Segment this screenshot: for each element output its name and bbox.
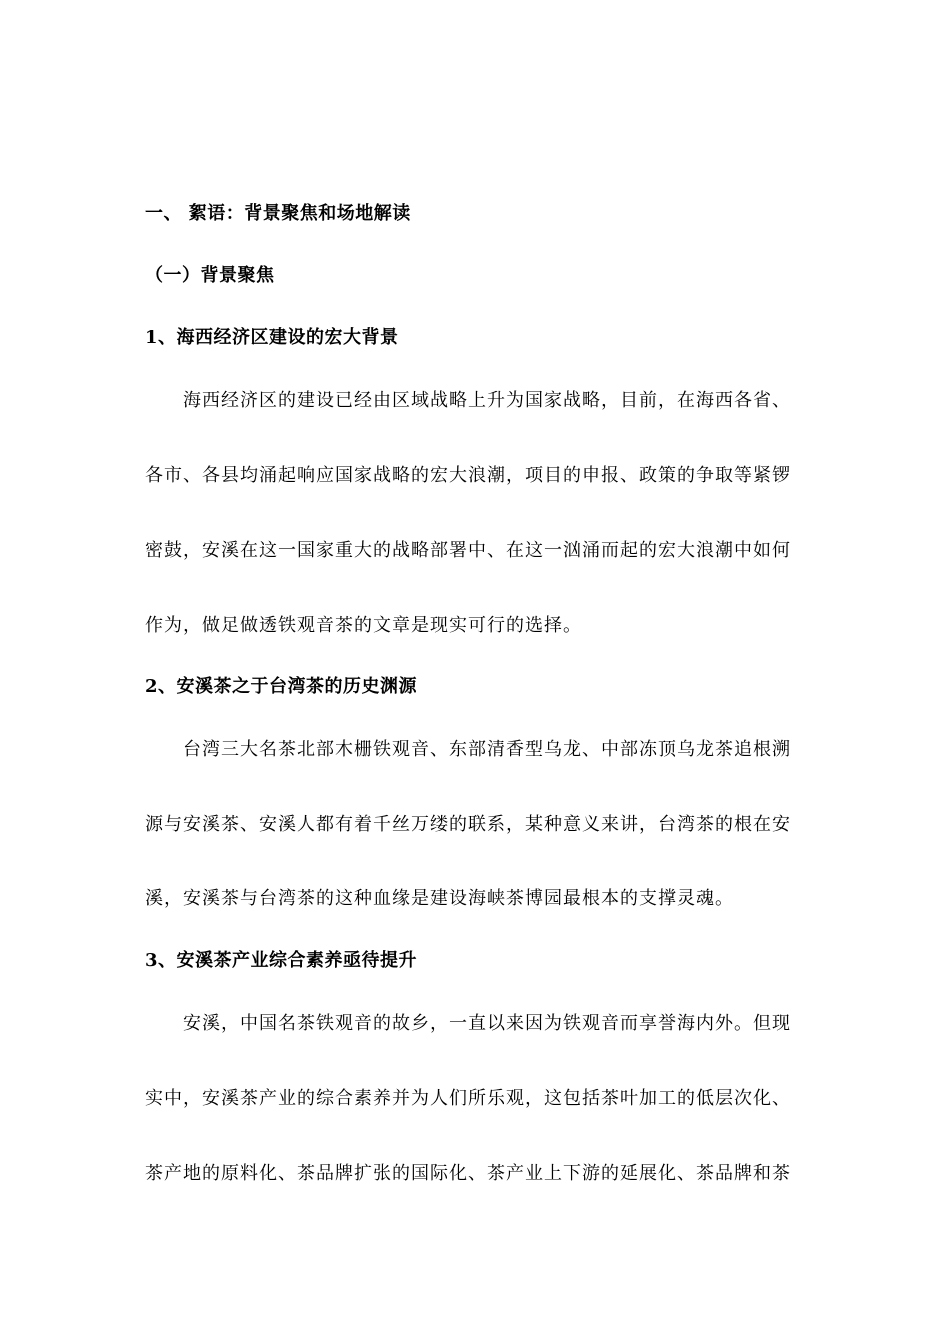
item-3-paragraph-line: 安溪，中国名茶铁观音的故乡，一直以来因为铁观音而享誉海内外。但现 <box>183 1013 791 1034</box>
item-3-paragraph-line: 实中，安溪茶产业的综合素养并为人们所乐观，这包括茶叶加工的低层次化、 <box>145 1088 791 1109</box>
item-1-paragraph-line: 密鼓，安溪在这一国家重大的战略部署中、在这一汹涌而起的宏大浪潮中如何 <box>145 540 791 561</box>
section-title: 一、 絮语：背景聚焦和场地解读 <box>145 203 411 224</box>
item-3-paragraph-line: 茶产地的原料化、茶品牌扩张的国际化、茶产业上下游的延展化、茶品牌和茶 <box>145 1163 791 1184</box>
item-2-paragraph-line: 台湾三大名茶北部木栅铁观音、东部清香型乌龙、中部冻顶乌龙茶追根溯 <box>183 739 791 760</box>
item-2-paragraph-line: 源与安溪茶、安溪人都有着千丝万缕的联系，某种意义来讲，台湾茶的根在安 <box>145 814 791 835</box>
item-1-heading: 1、海西经济区建设的宏大背景 <box>145 327 399 348</box>
item-2-paragraph-line: 溪，安溪茶与台湾茶的这种血缘是建设海峡茶博园最根本的支撑灵魂。 <box>145 888 734 909</box>
item-1-paragraph-line: 海西经济区的建设已经由区域战略上升为国家战略，目前，在海西各省、 <box>183 390 791 411</box>
item-2-heading: 2、安溪茶之于台湾茶的历史渊源 <box>145 676 418 697</box>
item-3-heading: 3、安溪茶产业综合素养亟待提升 <box>145 950 418 971</box>
item-1-paragraph-line: 各市、各县均涌起响应国家战略的宏大浪潮，项目的申报、政策的争取等紧锣 <box>145 465 791 486</box>
item-1-paragraph-line: 作为，做足做透铁观音茶的文章是现实可行的选择。 <box>145 615 582 636</box>
subsection-title: （一）背景聚焦 <box>145 265 275 286</box>
